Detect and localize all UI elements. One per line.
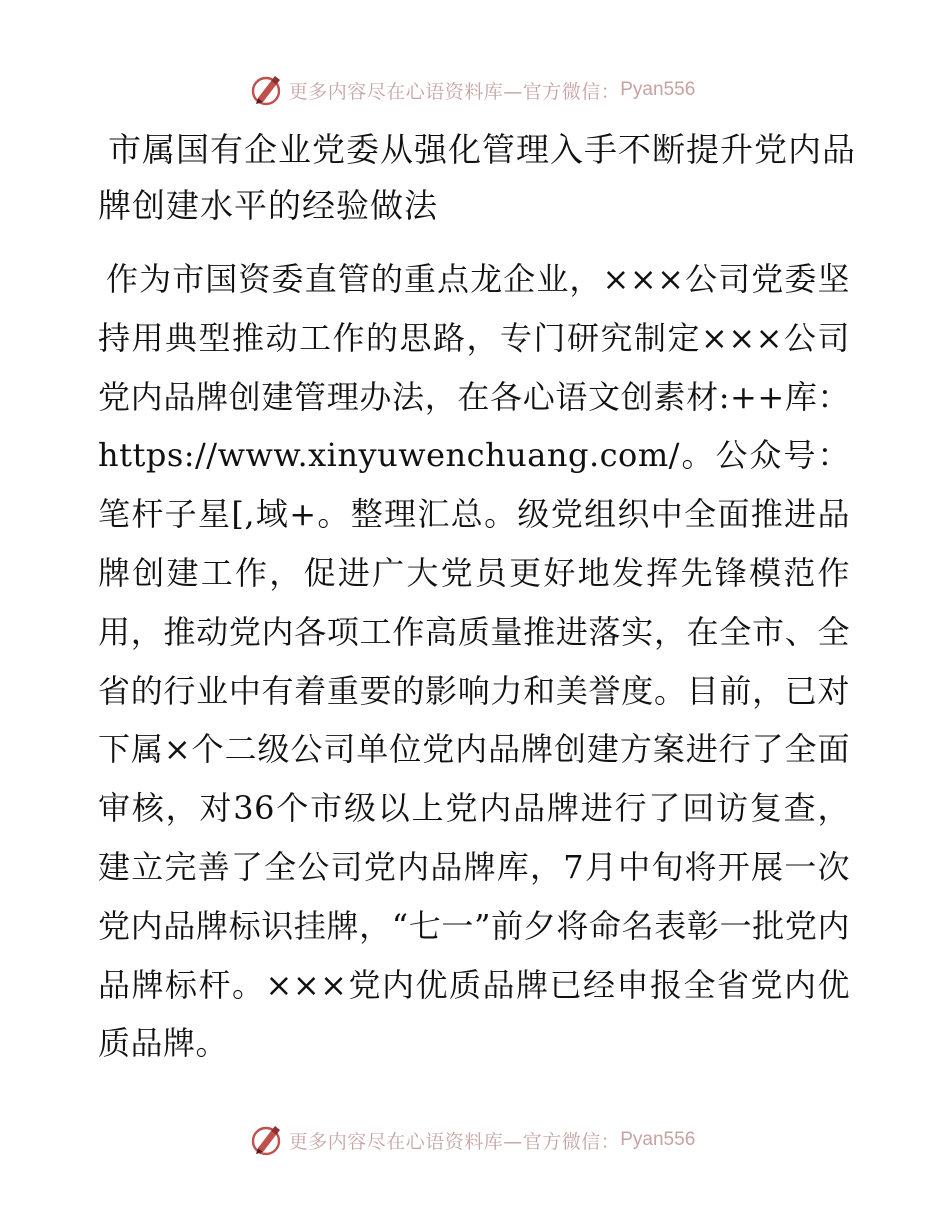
header-banner — [0, 70, 950, 110]
pen-logo-icon — [249, 72, 285, 108]
footer-banner-text: 更多内容尽在心语资料库—官方微信： — [288, 1130, 621, 1153]
document-title: 市属国有企业党委从强化管理入手不断提升党内品牌创建水平的经验做法 — [98, 130, 856, 225]
pen-logo-icon — [249, 1122, 285, 1158]
header-banner-id: Pyan556 — [620, 79, 696, 100]
header-banner-text: 更多内容尽在心语资料库—官方微信： — [288, 80, 621, 103]
footer-banner-id: Pyan556 — [620, 1129, 696, 1150]
footer-banner — [0, 1120, 950, 1160]
document-body: 作为市国资委直管的重点龙企业，×××公司党委坚持用典型推动工作的思路，专门研究制定×××公司党内品牌创建管理办法，在各心语文创素材:++库：https://www.xinyuwenchuang.com/。公众号：笔杆子星[,域+。整理汇总。级党组织中全面推进品牌创建工作，促进广大党员更好地发挥先锋模范作用，推动党内各项工作高质量推进落实，在全市、全省的行业中有着重要的影响力和美誉度。目前，已对下属×个二级公司单位党内品牌创建方案进行了全面审核，对36个市级以上党内品牌进行了回访复查，建立完善了全公司党内品牌库，7月中旬将开展一次党内品牌标识挂牌，“七一”前夕将命名表彰一批党内品牌标杆。×××党内优质品牌已经申报全省党内优质品牌。 — [98, 260, 850, 1063]
